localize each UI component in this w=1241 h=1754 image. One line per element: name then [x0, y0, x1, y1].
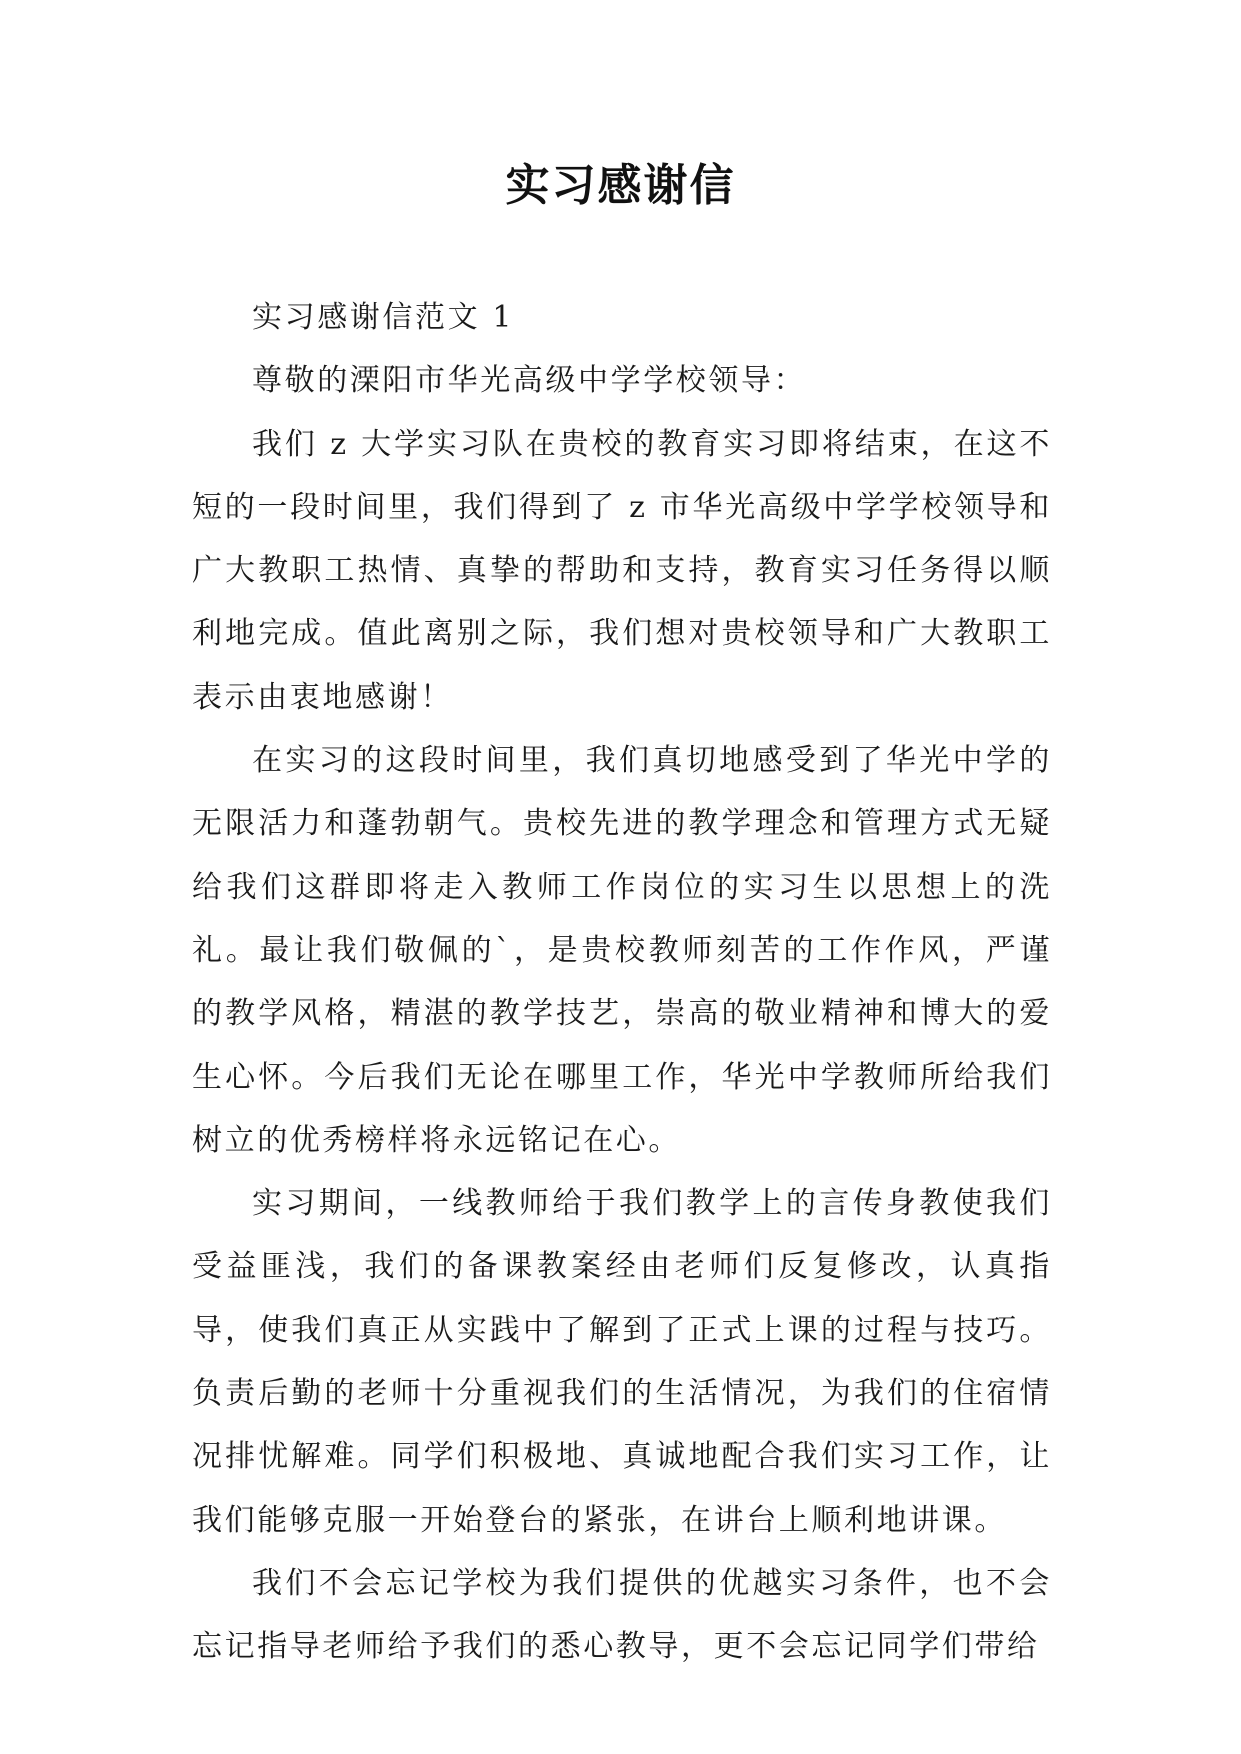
document-body	[192, 286, 1052, 1679]
paragraph: 在实习的这段时间里，我们真切地感受到了华光中学的无限活力和蓬勃朝气。贵校先进的教学理念和管理方式无疑给我们这群即将走入教师工作岗位的实习生以思想上的洗礼。最让我们敬佩的`，是贵校教师刻苦的工作作风，严谨的教学风格，精湛的教学技艺，崇高的敬业精神和博大的爱生心怀。今后我们无论在哪里工作，华光中学教师所给我们树立的优秀榜样将永远铭记在心。	[192, 743, 1052, 1158]
paragraph: 我们 z 大学实习队在贵校的教育实习即将结束，在这不短的一段时间里，我们得到了 z 市华光高级中学学校领导和广大教职工热情、真挚的帮助和支持，教育实习任务得以顺利地完成。值此离别之际，我们想对贵校领导和广大教职工表示由衷地感谢！	[192, 426, 1052, 715]
paragraph: 实习期间，一线教师给于我们教学上的言传身教使我们受益匪浅，我们的备课教案经由老师们反复修改，认真指导，使我们真正从实践中了解到了正式上课的过程与技巧。负责后勤的老师十分重视我们的生活情况，为我们的住宿情况排忧解难。同学们积极地、真诚地配合我们实习工作，让我们能够克服一开始登台的紧张，在讲台上顺利地讲课。	[192, 1186, 1052, 1538]
paragraph: 我们不会忘记学校为我们提供的优越实习条件，也不会忘记指导老师给予我们的悉心教导，更不会忘记同学们带给	[192, 1565, 1052, 1665]
paragraph-salutation: 尊敬的溧阳市华光高级中学学校领导：	[252, 363, 807, 399]
document-title: 实习感谢信	[505, 160, 736, 211]
paragraph-heading: 实习感谢信范文 1	[252, 300, 515, 335]
